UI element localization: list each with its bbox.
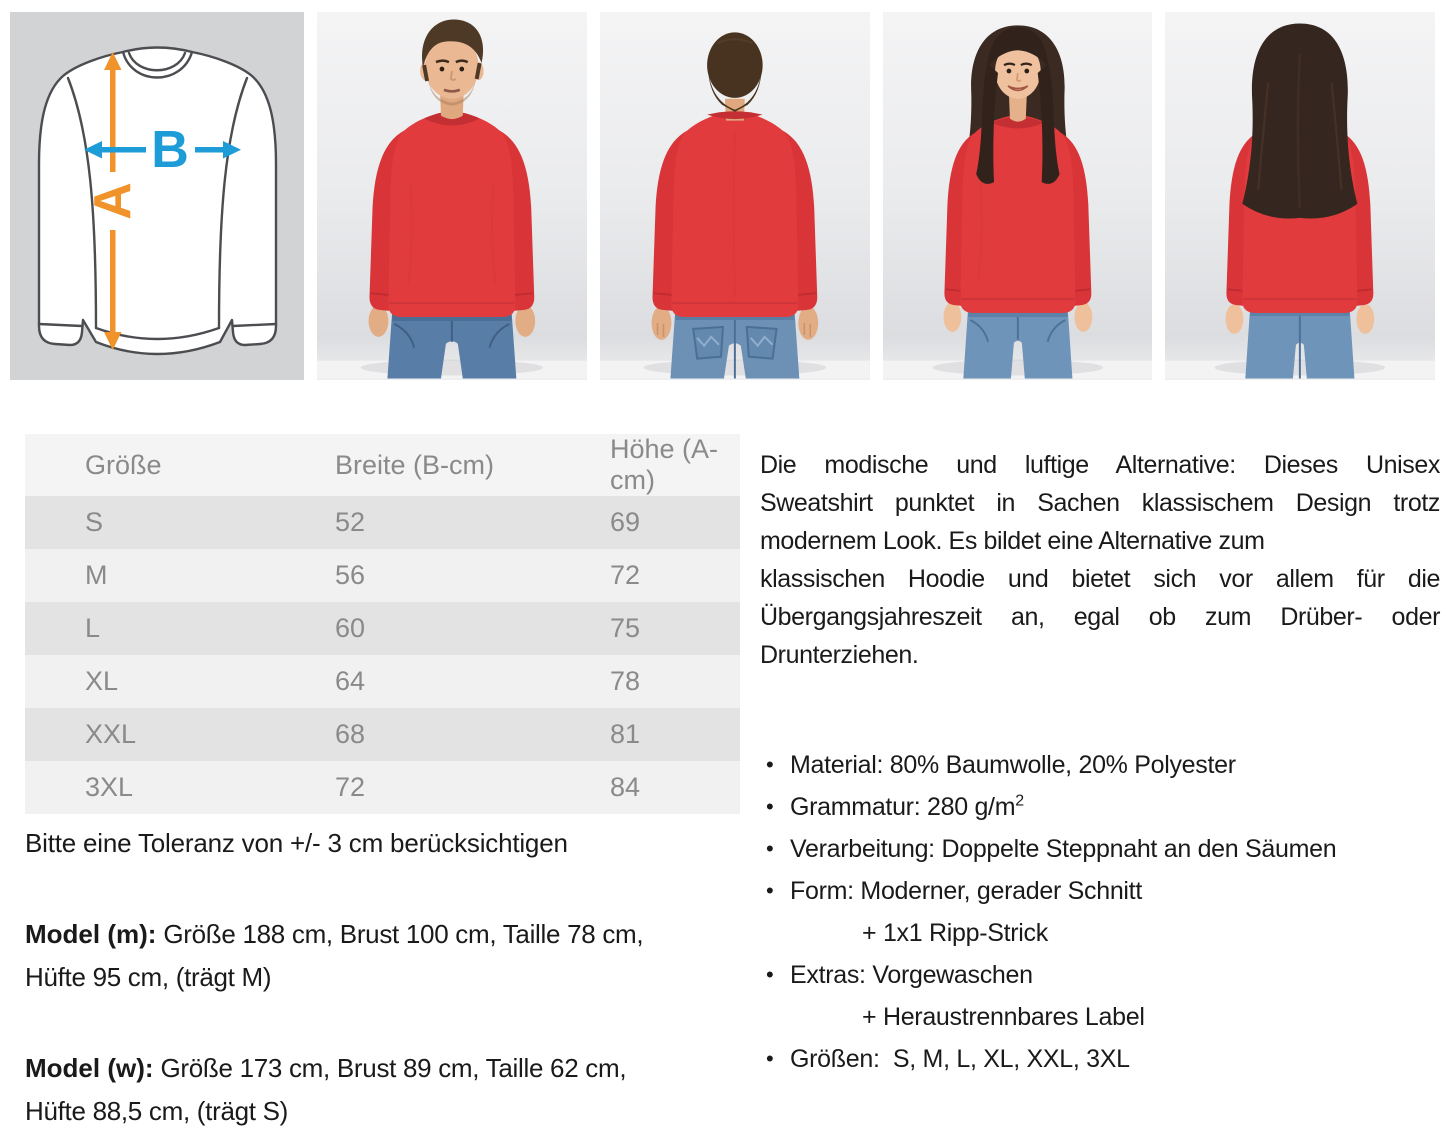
details-section [0, 380, 1445, 1133]
photo-woman-front [883, 12, 1153, 380]
feature-list [760, 744, 1440, 1080]
table-cell: S [85, 507, 104, 537]
tolerance-note: Bitte eine Toleranz von +/- 3 cm berücksichtigen [25, 828, 568, 858]
size-table-head [25, 434, 740, 496]
size-table-header-row [25, 434, 740, 496]
feature-item [760, 1038, 1440, 1080]
table-cell: 60 [335, 613, 366, 643]
description-line: klassischen Hoodie und bietet sich vor allem für die [760, 565, 1440, 593]
feature-text: Form: Moderner, gerader Schnitt [790, 877, 1142, 905]
man-front-illustration [317, 12, 587, 380]
feature-item [760, 786, 1440, 828]
table-cell: M [85, 560, 108, 590]
feature-text: Extras: Vorgewaschen [790, 961, 1033, 989]
description-column [760, 434, 1440, 1080]
description-line: Drunterziehen. [760, 641, 919, 669]
table-cell: 81 [610, 719, 641, 749]
description-line: Übergangsjahreszeit an, egal ob zum Drüber- oder [760, 603, 1440, 631]
feature-text: Material: 80% Baumwolle, 20% Polyester [790, 751, 1236, 779]
table-cell: 72 [335, 772, 366, 802]
column-header: Höhe (A-cm) [610, 434, 719, 495]
model-m-line1: Model (m): Größe 188 cm, Brust 100 cm, Taille 78 cm, [25, 919, 644, 949]
table-row [25, 549, 740, 602]
feature-item [760, 954, 1440, 1038]
table-cell: 64 [335, 666, 366, 696]
superscript: 2 [1015, 792, 1024, 810]
table-cell: 56 [335, 560, 366, 590]
table-cell: 84 [610, 772, 641, 802]
size-table [25, 434, 740, 814]
table-cell: 72 [610, 560, 641, 590]
model-m-line2: Hüfte 95 cm, (trägt M) [25, 962, 272, 992]
photo-man-back [600, 12, 870, 380]
model-w-line2: Hüfte 88,5 cm, (trägt S) [25, 1096, 289, 1126]
feature-subline: + 1x1 Ripp-Strick [862, 919, 1048, 947]
column-header: Breite (B-cm) [335, 449, 495, 480]
feature-text: Verarbeitung: Doppelte Steppnaht an den Säumen [790, 835, 1337, 863]
description-line: Die modische und luftige Alternative: Dieses Unisex [760, 451, 1440, 479]
table-cell: 69 [610, 507, 641, 537]
photo-woman-back [1165, 12, 1435, 380]
man-back-illustration [600, 12, 870, 380]
feature-item [760, 744, 1440, 786]
model-w-line1: Model (w): Größe 173 cm, Brust 89 cm, Taille 62 cm, [25, 1053, 627, 1083]
sweatshirt-measurement-diagram [10, 12, 304, 380]
size-info-column [25, 434, 740, 1133]
woman-front-illustration [883, 12, 1153, 380]
table-cell: 3XL [85, 772, 134, 802]
model-w-info [25, 1047, 740, 1133]
table-cell: 78 [610, 666, 641, 696]
table-cell: XXL [85, 719, 137, 749]
table-cell: XL [85, 666, 119, 696]
size-table-body [25, 496, 740, 814]
feature-item [760, 828, 1440, 870]
table-row [25, 496, 740, 549]
image-gallery [0, 0, 1445, 380]
photo-man-front [317, 12, 587, 380]
table-cell: 68 [335, 719, 366, 749]
feature-text: Größen: S, M, L, XL, XXL, 3XL [790, 1045, 1130, 1073]
table-row [25, 602, 740, 655]
label-a: A [84, 182, 142, 220]
woman-back-illustration [1165, 12, 1435, 380]
table-row [25, 708, 740, 761]
model-w-label: Model (w): [25, 1053, 154, 1083]
size-diagram [10, 12, 304, 380]
table-cell: L [85, 613, 101, 643]
table-row [25, 655, 740, 708]
table-row [25, 761, 740, 814]
product-description [760, 446, 1440, 674]
feature-subline: + Heraustrennbares Label [862, 1003, 1145, 1031]
table-cell: 75 [610, 613, 641, 643]
column-header: Größe [85, 449, 162, 480]
feature-text: Grammatur: 280 g/m [790, 793, 1016, 821]
model-m-label: Model (m): [25, 919, 157, 949]
model-m-info [25, 913, 740, 999]
feature-item [760, 870, 1440, 954]
description-line: modernem Look. Es bildet eine Alternative zum [760, 527, 1265, 555]
description-line: Sweatshirt punktet in Sachen klassischem Design trotz [760, 489, 1440, 517]
label-b: B [151, 121, 189, 179]
table-cell: 52 [335, 507, 366, 537]
